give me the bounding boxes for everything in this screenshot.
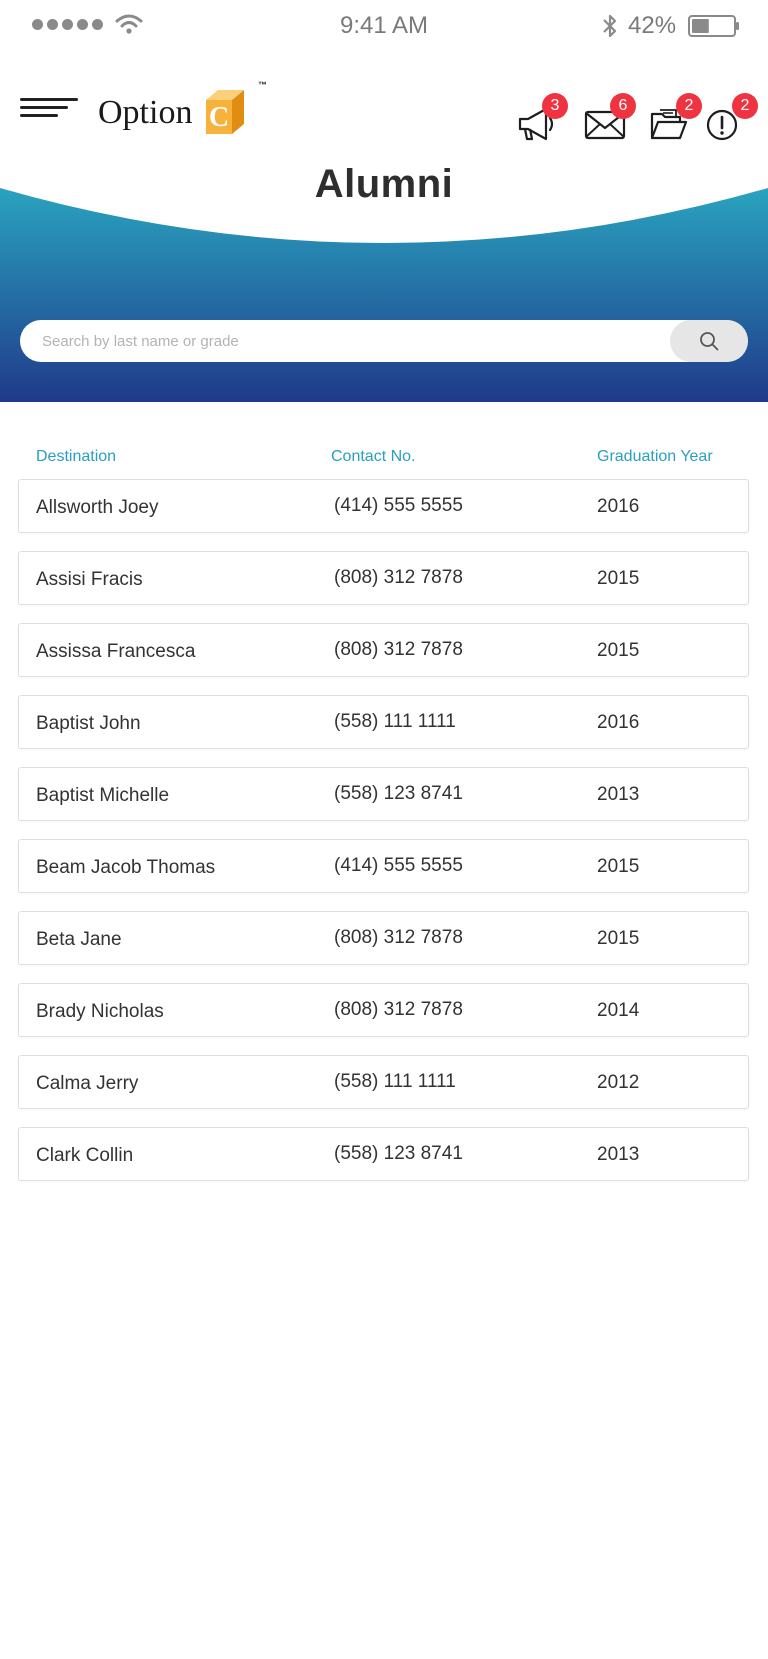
table-row[interactable] bbox=[18, 551, 749, 605]
bluetooth-icon bbox=[600, 12, 620, 40]
logo-text: Option bbox=[98, 94, 193, 131]
column-header-destination[interactable]: Destination bbox=[36, 448, 117, 465]
alumni-year: 2015 bbox=[597, 640, 640, 661]
table-row[interactable] bbox=[18, 839, 749, 893]
page-title: Alumni bbox=[314, 162, 454, 206]
logo-cube-icon bbox=[202, 88, 252, 138]
table-row[interactable] bbox=[18, 1055, 749, 1109]
alumni-phone: (808) 312 7878 bbox=[334, 999, 463, 1020]
announcements-button[interactable] bbox=[516, 97, 564, 144]
messages-badge: 6 bbox=[610, 93, 636, 119]
table-header bbox=[0, 448, 768, 472]
alumni-name: Assissa Francesca bbox=[36, 641, 196, 662]
app-logo bbox=[96, 80, 286, 140]
alumni-name: Baptist Michelle bbox=[36, 785, 170, 806]
column-header-contact[interactable]: Contact No. bbox=[331, 448, 416, 465]
alumni-year: 2015 bbox=[597, 928, 640, 949]
alerts-badge: 2 bbox=[732, 93, 758, 119]
alumni-year: 2015 bbox=[597, 568, 640, 589]
search-button[interactable] bbox=[670, 320, 748, 362]
svg-text:C: C bbox=[208, 102, 230, 133]
alumni-phone: (414) 555 5555 bbox=[334, 855, 463, 876]
table-row[interactable] bbox=[18, 1127, 749, 1181]
battery-percent: 42% bbox=[628, 12, 677, 39]
alerts-button[interactable] bbox=[706, 97, 754, 144]
documents-badge: 2 bbox=[676, 93, 702, 119]
alumni-year: 2013 bbox=[597, 784, 640, 805]
alumni-year: 2012 bbox=[597, 1072, 640, 1093]
alumni-phone: (808) 312 7878 bbox=[334, 639, 463, 660]
alumni-year: 2016 bbox=[597, 712, 640, 733]
alumni-year: 2015 bbox=[597, 856, 640, 877]
alumni-phone: (558) 123 8741 bbox=[334, 783, 463, 804]
alumni-name: Allsworth Joey bbox=[36, 497, 159, 518]
alumni-year: 2016 bbox=[597, 496, 640, 517]
search-bar bbox=[20, 320, 748, 362]
alumni-phone: (558) 123 8741 bbox=[334, 1143, 463, 1164]
table-row[interactable] bbox=[18, 983, 749, 1037]
alumni-phone: (808) 312 7878 bbox=[334, 927, 463, 948]
table-row[interactable] bbox=[18, 695, 749, 749]
announcements-badge: 3 bbox=[542, 93, 568, 119]
alumni-name: Brady Nicholas bbox=[36, 1001, 164, 1022]
search-input[interactable] bbox=[20, 320, 670, 362]
alumni-name: Beta Jane bbox=[36, 929, 122, 950]
trademark-symbol: ™ bbox=[258, 80, 267, 90]
header-wave-background bbox=[0, 180, 768, 402]
battery-icon bbox=[688, 15, 740, 37]
messages-button[interactable] bbox=[584, 97, 632, 144]
status-time: 9:41 AM bbox=[339, 12, 429, 39]
status-bar bbox=[0, 0, 768, 54]
alumni-name: Beam Jacob Thomas bbox=[36, 857, 216, 878]
search-icon bbox=[699, 331, 719, 351]
alumni-name: Assisi Fracis bbox=[36, 569, 143, 590]
column-header-graduation-year[interactable]: Graduation Year bbox=[597, 448, 713, 465]
table-row[interactable] bbox=[18, 911, 749, 965]
alumni-phone: (558) 111 1111 bbox=[334, 1071, 456, 1092]
alumni-name: Clark Collin bbox=[36, 1145, 134, 1166]
alumni-phone: (558) 111 1111 bbox=[334, 711, 456, 732]
alumni-name: Baptist John bbox=[36, 713, 141, 734]
table-row[interactable] bbox=[18, 767, 749, 821]
table-row[interactable] bbox=[18, 623, 749, 677]
alumni-phone: (414) 555 5555 bbox=[334, 495, 463, 516]
table-row[interactable] bbox=[18, 479, 749, 533]
alumni-phone: (808) 312 7878 bbox=[334, 567, 463, 588]
alumni-name: Calma Jerry bbox=[36, 1073, 139, 1094]
hamburger-menu-button[interactable] bbox=[20, 98, 78, 122]
alumni-year: 2013 bbox=[597, 1144, 640, 1165]
alumni-year: 2014 bbox=[597, 1000, 640, 1021]
documents-button[interactable] bbox=[650, 97, 698, 144]
